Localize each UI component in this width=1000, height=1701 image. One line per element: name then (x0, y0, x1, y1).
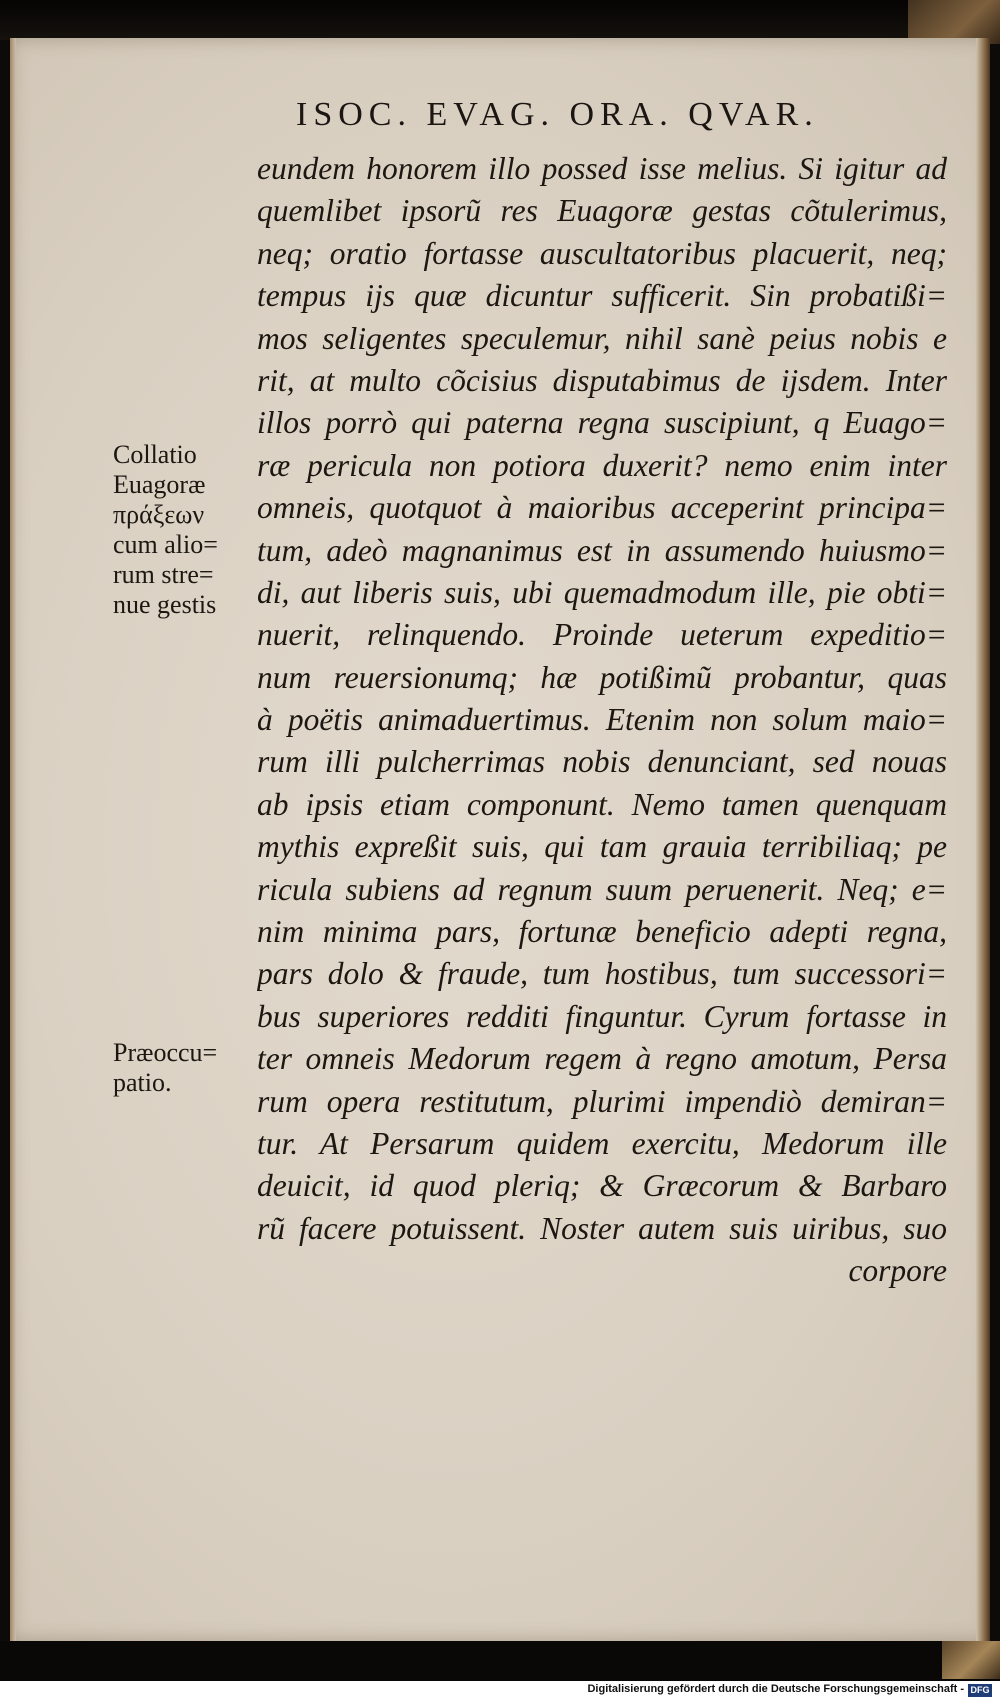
marginal-note-line: Euagoræ (113, 470, 206, 499)
text-line: rit, at multo cõcisius disputabimus de ijsdem. Inter (257, 362, 947, 398)
text-line: deuicit, id quod pleriq; & Græcorum & Barbaro (257, 1168, 947, 1204)
text-line: mythis expreßit suis, qui tam grauia terribiliaq; pe (257, 829, 947, 865)
text-line: ter omneis Medorum regem à regno amotum, Persa (257, 1041, 947, 1077)
marginal-note-collatio (113, 440, 253, 620)
text-line: pars dolo & fraude, tum hostibus, tum successori= (257, 956, 947, 992)
text-line: nuerit, relinquendo. Proinde ueterum expeditio= (257, 617, 947, 653)
footer-credit: Digitalisierung gefördert durch die Deutsche Forschungsgemeinschaft - (587, 1683, 964, 1695)
marginal-note-line: rum stre= (113, 560, 214, 589)
text-line: mos seligentes speculemur, nihil sanè peius nobis e (257, 320, 947, 356)
text-line: tur. At Persarum quidem exercitu, Medorum ille (257, 1125, 947, 1161)
text-line: omneis, quotquot à maioribus acceperint principa= (257, 490, 947, 526)
text-line: ab ipsis etiam componunt. Nemo tamen quenquam (257, 786, 947, 822)
text-line: illos porrò qui paterna regna suscipiunt, q Euago= (257, 405, 947, 441)
marginal-note-line: patio. (113, 1068, 172, 1097)
text-line: num reuersionumq; hæ potißimũ probantur, quas (257, 659, 947, 695)
text-line: eundem honorem illo possed isse melius. Si igitur ad (257, 151, 947, 186)
marginal-note-line: πράξεων (113, 500, 205, 529)
text-line: ræ pericula non potiora duxerit? nemo enim inter (257, 447, 947, 483)
text-line: nim minima pars, fortunæ beneficio adepti regna, (257, 914, 947, 950)
text-line: à poëtis animaduertimus. Etenim non solum maio= (257, 702, 947, 738)
text-line: quemlibet ipsorũ res Euagoræ gestas cõtulerimus, (257, 193, 947, 229)
marginal-note-line: Præoccu= (113, 1038, 218, 1067)
text-line: rũ facere potuissent. Noster autem suis uiribus, suo (257, 1210, 947, 1246)
scan-top-border (0, 0, 1000, 40)
marginal-note-praeoccupatio (113, 1038, 253, 1098)
marginal-note-line: Collatio (113, 440, 197, 469)
text-line: rum opera restitutum, plurimi impendiò demiran= (257, 1083, 947, 1119)
text-line: di, aut liberis suis, ubi quemadmodum ille, pie obti= (257, 574, 947, 610)
catchword: corpore (848, 1253, 947, 1289)
dfg-logo: DFG (968, 1684, 992, 1697)
text-line: neq; oratio fortasse auscultatoribus placuerit, neq; (257, 235, 947, 271)
scan-bottom-border (0, 1641, 1000, 1681)
marginal-note-line: cum alio= (113, 530, 218, 559)
marginal-note-line: nue gestis (113, 590, 217, 619)
book-cover-corner-bottom (942, 1641, 1000, 1679)
digitization-footer (0, 1681, 1000, 1701)
running-head: ISOC. EVAG. ORA. QVAR. (296, 96, 819, 133)
page-left-edge (10, 38, 16, 1641)
text-line: tempus ijs quæ dicuntur sufficerit. Sin probatißi= (257, 278, 947, 314)
body-text (257, 148, 947, 1293)
page-right-edge (976, 38, 990, 1641)
text-line: tum, adeò magnanimus est in assumendo huiusmo= (257, 532, 947, 568)
text-line: rum illi pulcherrimas nobis denunciant, sed nouas (257, 744, 947, 780)
text-line: ricula subiens ad regnum suum peruenerit. Neq; e= (257, 871, 947, 907)
text-line: bus superiores redditi finguntur. Cyrum fortasse in (257, 998, 947, 1034)
